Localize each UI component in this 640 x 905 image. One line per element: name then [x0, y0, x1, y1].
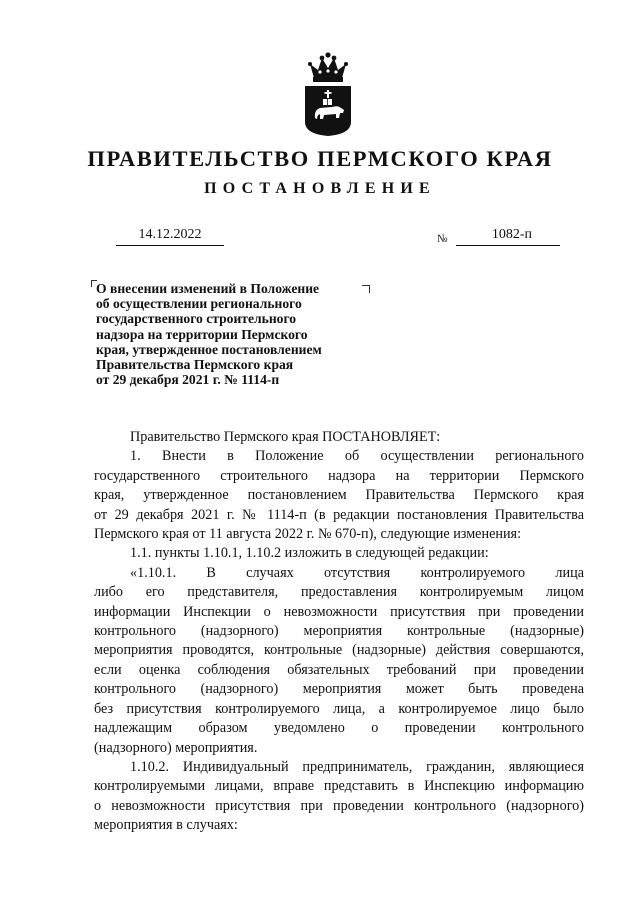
- subject-line: от 29 декабря 2021 г. № 1114-п: [96, 372, 280, 388]
- body-line: края, утвержденное постановлением Правительства Пермского края: [94, 487, 584, 504]
- document-date: 14.12.2022: [116, 227, 224, 246]
- body-line: от 29 декабря 2021 г. № 1114-п (в редакции постановления Правительства: [94, 506, 584, 523]
- document-body: [94, 428, 584, 836]
- body-line: (надзорного) мероприятия.: [94, 739, 258, 756]
- body-line: 1.10.2. Индивидуальный предприниматель, гражданин, являющиеся: [130, 758, 584, 775]
- body-line: 1. Внести в Положение об осуществлении регионального: [130, 448, 584, 465]
- body-line: контрольного (надзорного) мероприятия может быть проведена: [94, 681, 584, 698]
- body-line: мероприятия в случаях:: [94, 817, 238, 834]
- body-line: без присутствия контролируемого лица, а контролируемое лицо было: [94, 700, 584, 717]
- subject-line: государственного строительного: [96, 311, 297, 327]
- body-line: Пермского края от 11 августа 2022 г. № 670-п), следующие изменения:: [94, 526, 522, 543]
- subject-line: надзора на территории Пермского: [96, 326, 308, 342]
- subject-line: Правительства Пермского края: [96, 357, 294, 373]
- body-line: «1.10.1. В случаях отсутствия контролируемого лица: [130, 564, 584, 581]
- body-line: о невозможности присутствия при проведении контрольного (надзорного): [94, 797, 584, 814]
- document-number-value: 1082-п: [491, 227, 532, 242]
- government-title: ПРАВИТЕЛЬСТВО ПЕРМСКОГО КРАЯ: [87, 146, 553, 171]
- body-line: контролируемыми лицами, вправе представить в Инспекцию информацию: [94, 778, 584, 795]
- body-line: государственного строительного надзора на территории Пермского: [94, 467, 584, 484]
- document-number: [456, 227, 560, 246]
- number-sign: №: [437, 233, 448, 245]
- body-line: контрольного (надзорного) мероприятия контрольные (надзорные): [94, 623, 584, 640]
- preamble-line: Правительство Пермского края ПОСТАНОВЛЯЕТ:: [130, 429, 441, 445]
- body-line: мероприятия проводятся, контрольные (надзорные) действия совершаются,: [94, 642, 584, 659]
- body-line: если оценка соблюдения обязательных требований при проведении: [94, 661, 584, 678]
- document-subject: [96, 281, 366, 387]
- body-line: информации Инспекции о невозможности присутствия при проведении: [94, 603, 584, 620]
- body-line: 1.1. пункты 1.10.1, 1.10.2 изложить в следующей редакции:: [130, 545, 489, 562]
- subject-line: О внесении изменений в Положение: [96, 281, 320, 296]
- body-line: надлежащим образом уведомлено о проведении контрольного: [94, 720, 584, 737]
- perm-krai-coat-of-arms-icon: [302, 52, 354, 136]
- body-line: либо его представителя, предоставления контролируемым лицом: [94, 584, 584, 601]
- subject-line: края, утвержденное постановлением: [96, 341, 322, 357]
- subject-line: об осуществлении регионального: [96, 296, 302, 312]
- document-type: ПОСТАНОВЛЕНИЕ: [204, 180, 436, 197]
